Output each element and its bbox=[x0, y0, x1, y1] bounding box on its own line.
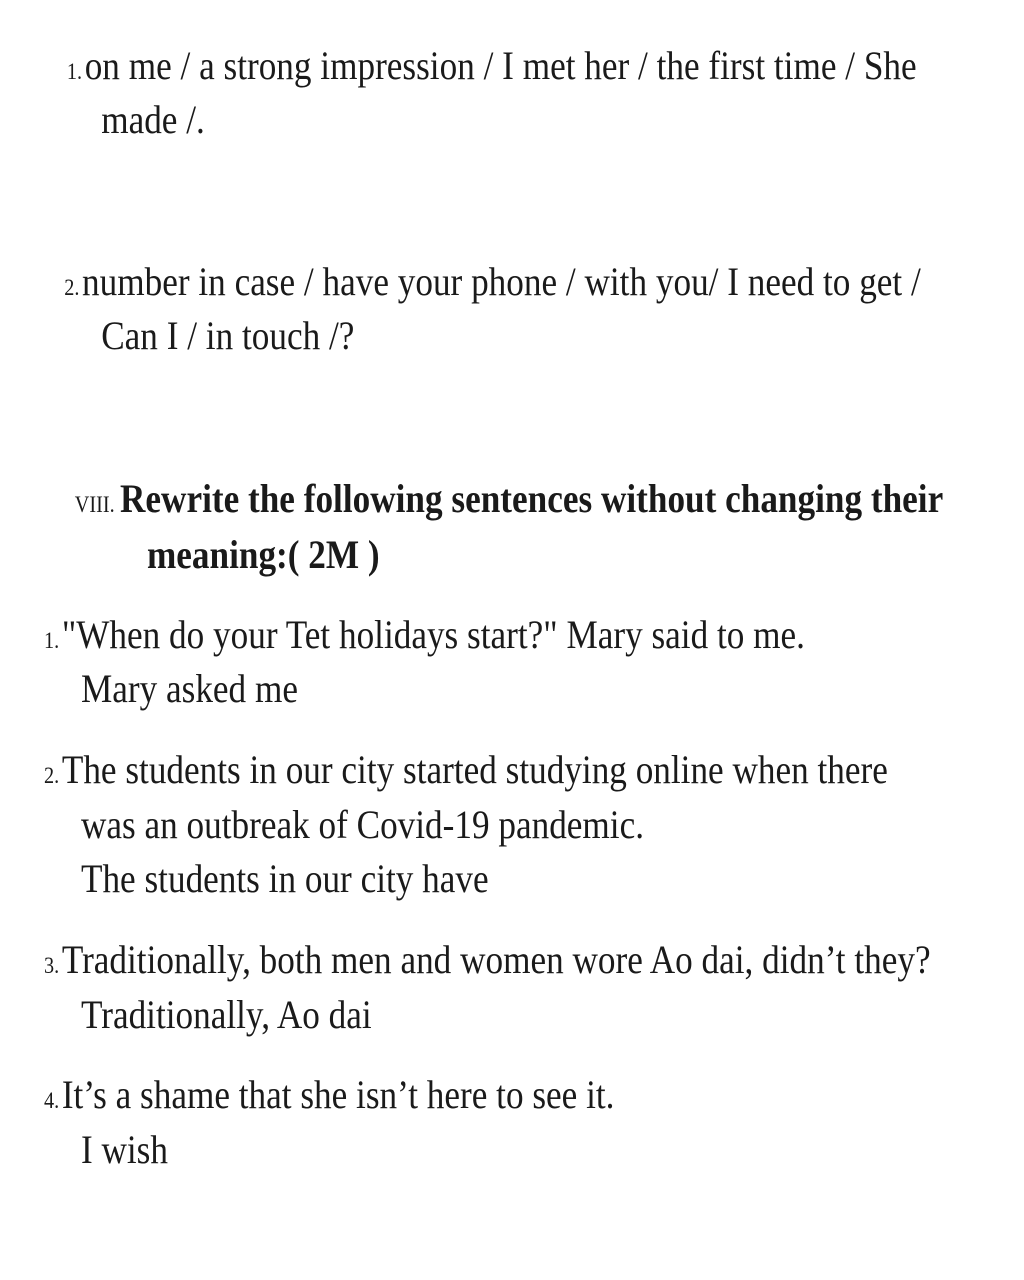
ordering-item-1-continuation: made /. bbox=[101, 97, 205, 142]
item-number: 1. bbox=[44, 628, 60, 653]
item-text-line: on me / a strong impression / I met her / the first time / She bbox=[84, 43, 917, 88]
rewrite-item-2-continuation: was an outbreak of Covid-19 pandemic. bbox=[80, 802, 645, 847]
item-text-line: number in case / have your phone / with you/ I need to get / bbox=[82, 259, 921, 304]
ordering-item-2 bbox=[64, 259, 921, 304]
rewrite-item-2 bbox=[44, 747, 888, 792]
rewrite-item-3 bbox=[44, 937, 931, 982]
rewrite-item-3-prompt: Traditionally, Ao dai bbox=[80, 992, 372, 1037]
section-8-heading bbox=[74, 476, 944, 521]
item-number: 3. bbox=[44, 953, 60, 978]
item-number: 1. bbox=[66, 59, 83, 84]
rewrite-item-4-prompt: I wish bbox=[80, 1127, 168, 1172]
item-text-line: The students in our city started studying online when there bbox=[61, 747, 888, 792]
item-number: 4. bbox=[44, 1088, 60, 1113]
rewrite-item-2-prompt: The students in our city have bbox=[80, 856, 489, 901]
ordering-item-1 bbox=[66, 43, 917, 88]
item-number: 2. bbox=[64, 275, 80, 300]
rewrite-item-1 bbox=[44, 612, 805, 657]
item-text-line: "When do your Tet holidays start?" Mary said to me. bbox=[61, 612, 805, 657]
rewrite-item-4 bbox=[44, 1072, 615, 1117]
rewrite-item-1-prompt: Mary asked me bbox=[80, 666, 298, 711]
item-number: 2. bbox=[44, 763, 60, 788]
section-number: VIII. bbox=[74, 492, 115, 517]
item-text-line: Traditionally, both men and women wore Ao dai, didn’t they? bbox=[61, 937, 931, 982]
ordering-item-2-continuation: Can I / in touch /? bbox=[101, 313, 355, 358]
section-8-heading-continuation: meaning:( 2M ) bbox=[146, 532, 380, 577]
section-heading-text: Rewrite the following sentences without changing their bbox=[119, 476, 944, 521]
item-text-line: It’s a shame that she isn’t here to see it. bbox=[61, 1072, 615, 1117]
